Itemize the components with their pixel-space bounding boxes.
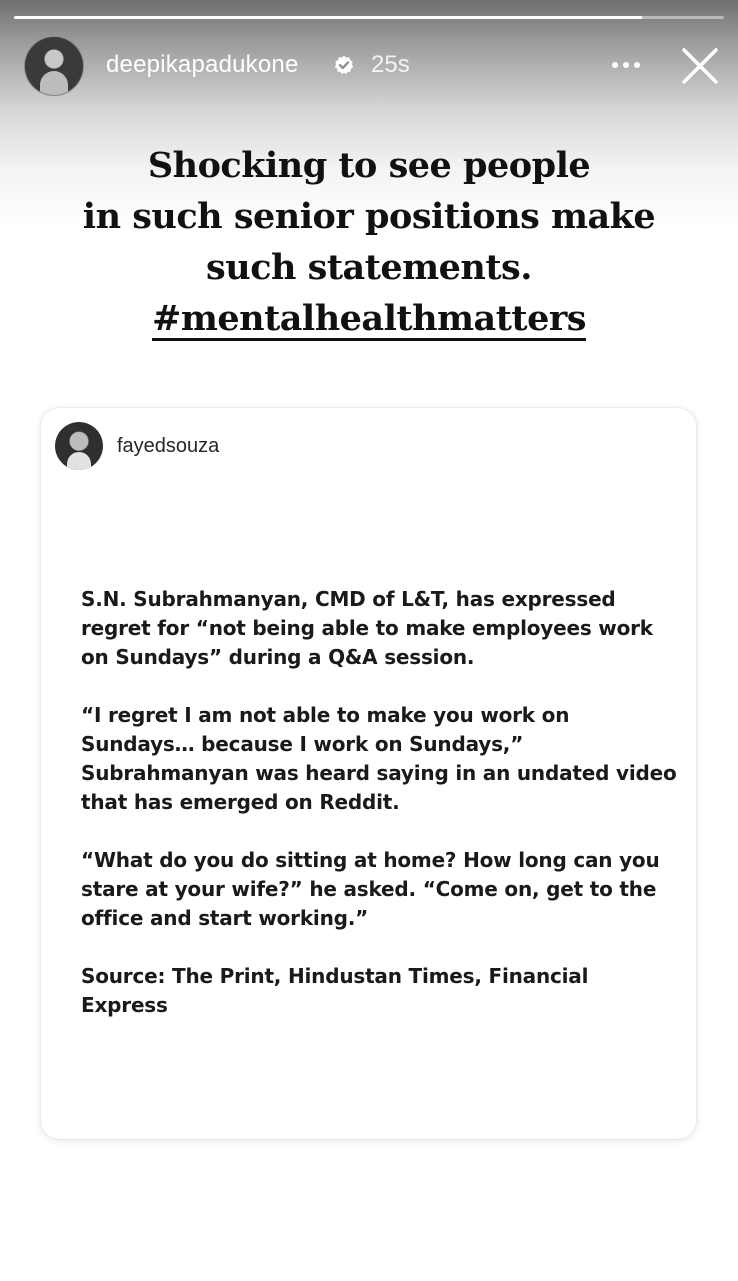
- post-paragraph: S.N. Subrahmanyan, CMD of L&T, has expressed regret for “not being able to make employees work on Sundays” during a Q&A session.: [81, 587, 653, 669]
- story-progress-bar: [14, 16, 724, 19]
- post-author-username[interactable]: fayedsouza: [117, 435, 220, 457]
- story-headline: [0, 140, 738, 344]
- story-timestamp: 25s: [371, 51, 410, 78]
- hashtag-link[interactable]: #mentalhealthmatters: [152, 298, 586, 339]
- more-options-icon[interactable]: [608, 50, 644, 80]
- story-header: [24, 34, 724, 98]
- post-paragraph: “I regret I am not able to make you work on Sundays… because I work on Sundays,” Subrahmanyan was heard saying in an undated video that has emerged on Reddit.: [81, 703, 677, 814]
- post-source: Source: The Print, Hindustan Times, Financial Express: [81, 964, 589, 1017]
- shared-post-card[interactable]: [41, 408, 696, 1139]
- post-body: [81, 585, 681, 1049]
- headline-line: in such senior positions make: [82, 196, 656, 237]
- profile-avatar[interactable]: [24, 36, 84, 96]
- post-paragraph: “What do you do sitting at home? How long can you stare at your wife?” he asked. “Come on, get to the office and start working.”: [81, 848, 660, 930]
- headline-line: Shocking to see people: [147, 145, 591, 186]
- story-username[interactable]: deepikapadukone: [106, 51, 299, 78]
- headline-line: such statements.: [206, 247, 532, 288]
- post-author-avatar[interactable]: [55, 422, 103, 470]
- close-icon[interactable]: [678, 44, 722, 88]
- story-progress-fill: [14, 16, 642, 19]
- verified-badge-icon: [334, 55, 354, 75]
